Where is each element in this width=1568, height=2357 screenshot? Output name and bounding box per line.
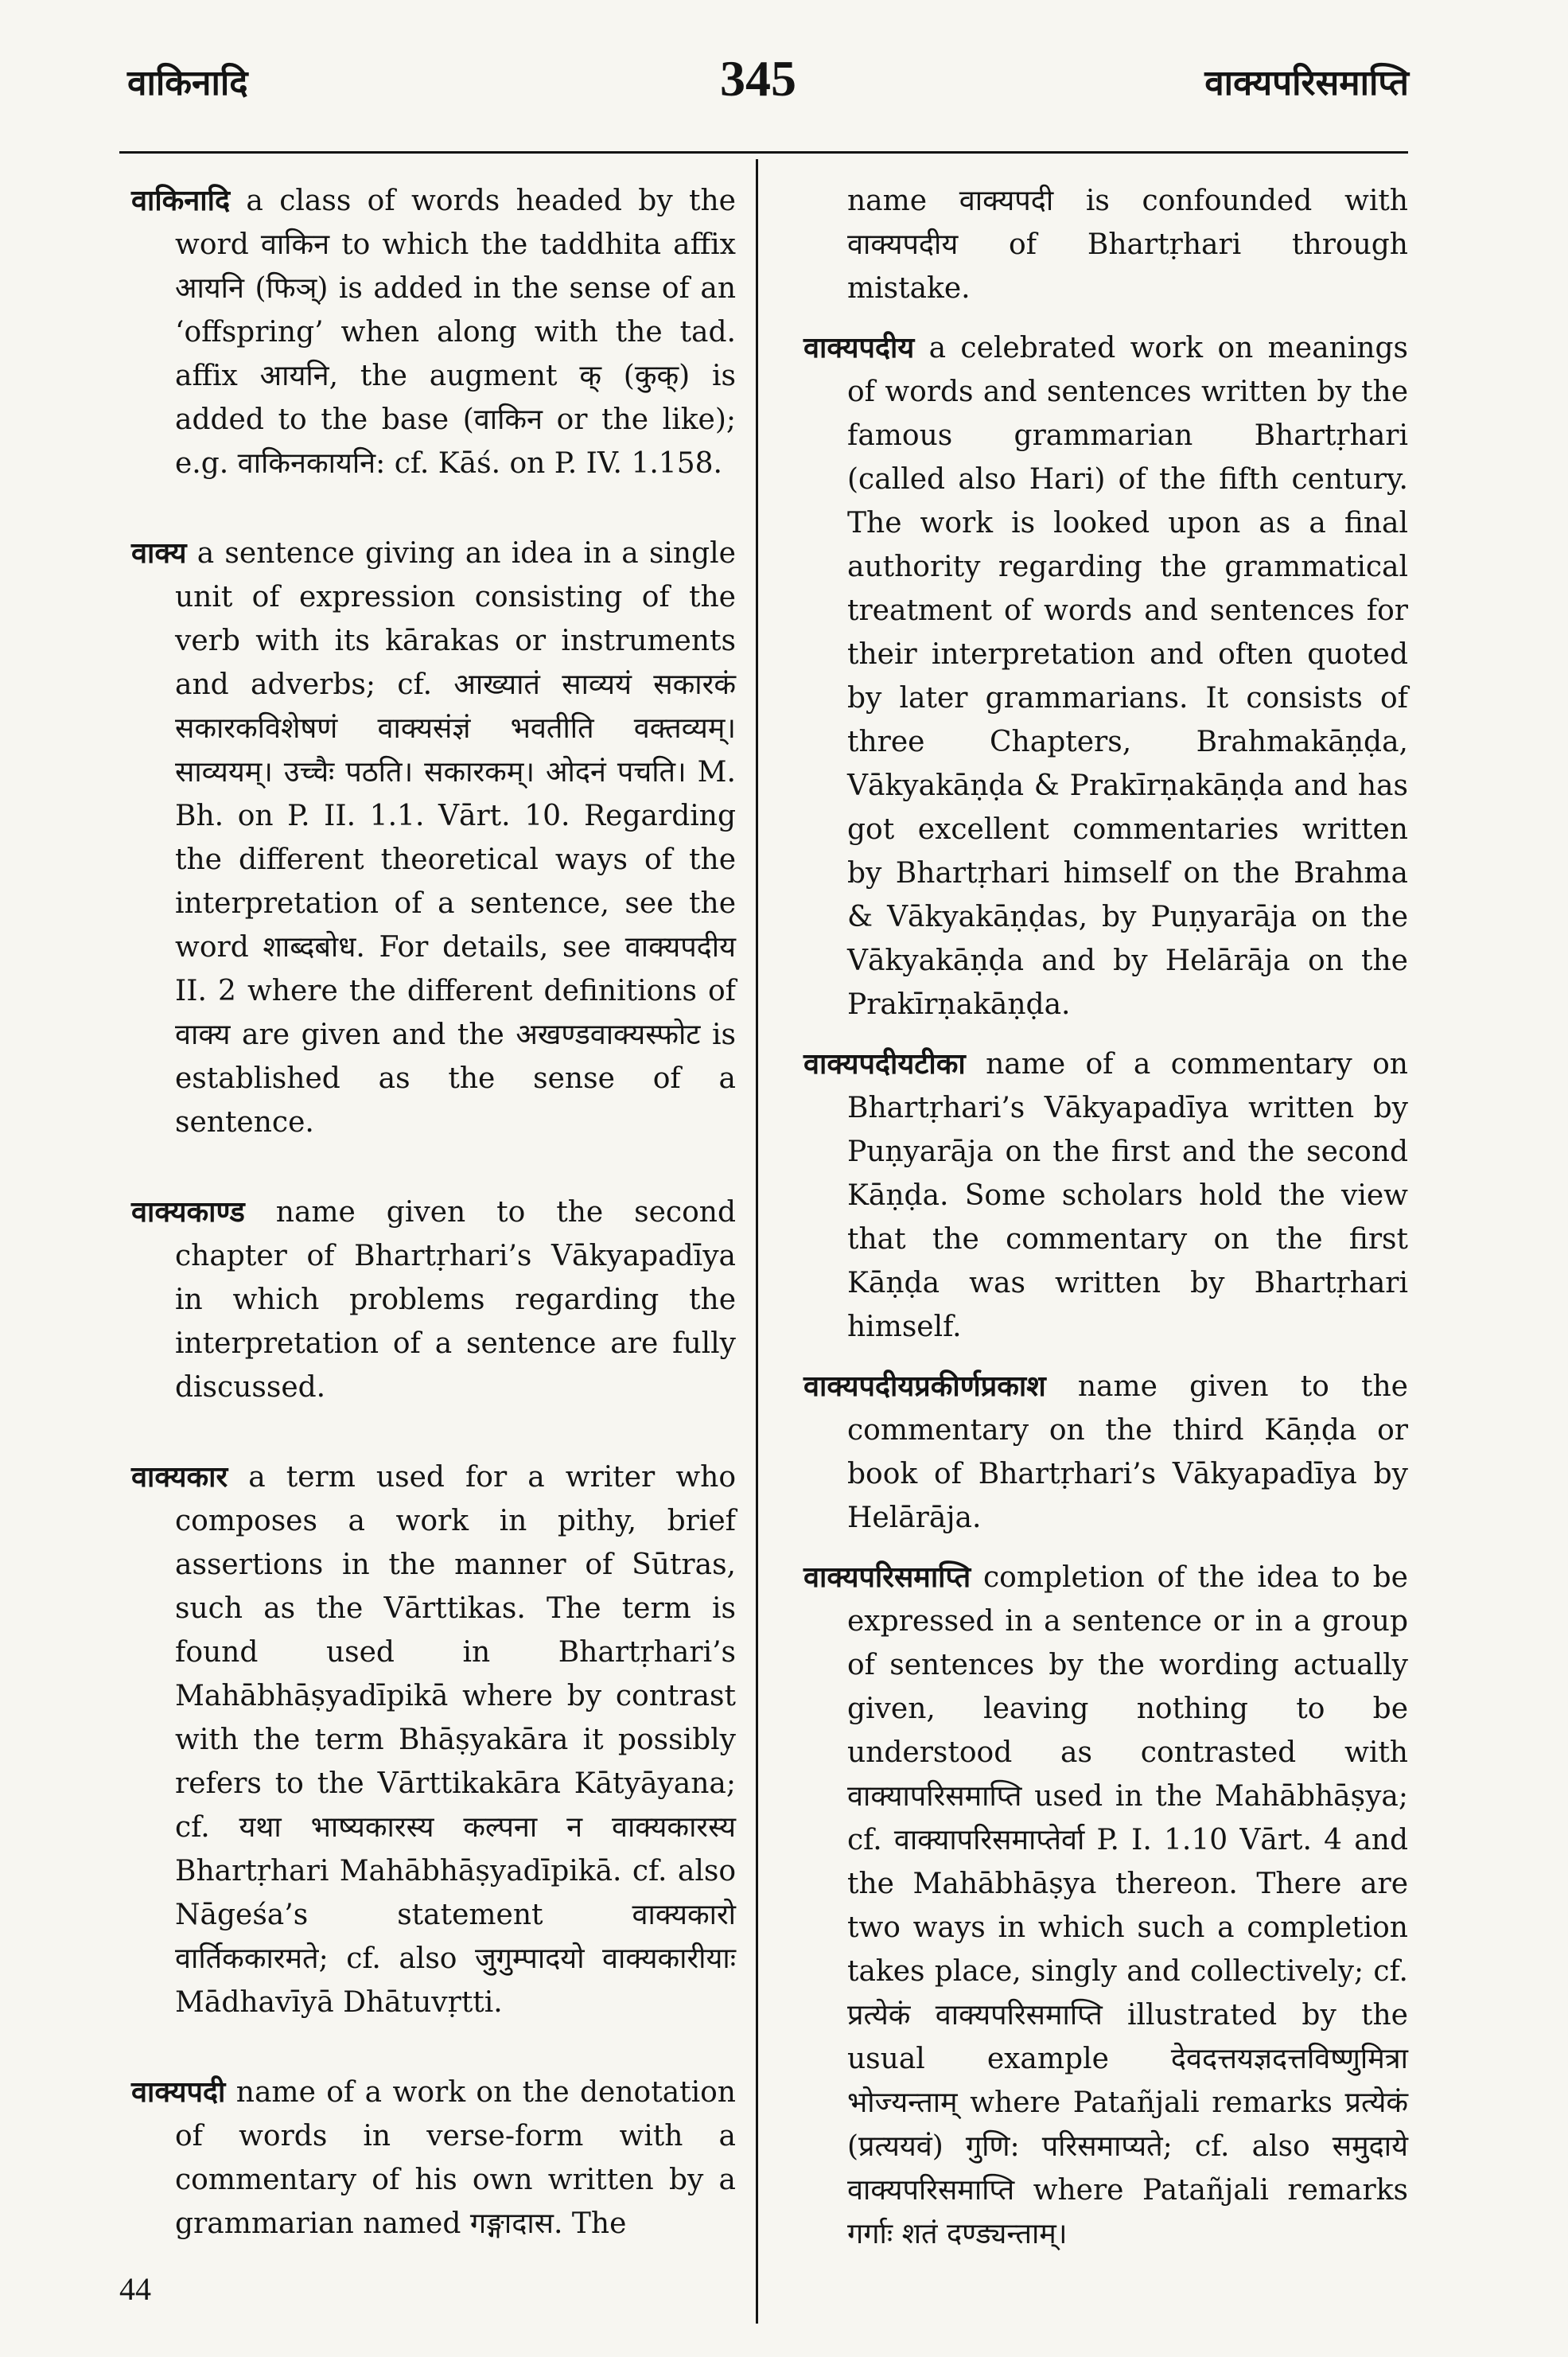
dictionary-entry (803, 1556, 1408, 2256)
right-column (803, 179, 1408, 2256)
entry-continuation: name वाक्यपदी is confounded with वाक्यपदीय of Bhartṛhari through mistake. (847, 185, 1408, 305)
entry-headword: वाक्यपदीय (803, 331, 915, 364)
dictionary-entry (803, 1042, 1408, 1349)
entry-text: a term used for a writer who composes a work in pithy, brief assertions in the manner of Sūtras, such as the Vārttikas. The term is found used in Bhartṛhari’s Mahābhāṣyadīpikā where by contrast with the term Bhāṣyakāra it possibly refers to the Vārttikakāra Kātyāyana; cf. यथा भाष्यकारस्य कल्पना न वाक्यकारस्य Bhartṛhari Mahābhāṣyadīpikā. cf. also Nāgeśa’s statement वाक्यकारो वार्तिककारमते; cf. also जुगुम्पादयो वाक्यकारीयाः Mādhavīyā Dhātuvṛtti. (175, 1461, 736, 2019)
dictionary-entry (131, 1190, 736, 1409)
entry-text: a class of words headed by the word वाकिन to which the taddhita affix आयनि (फिञ्) is added in the sense of an ‘offspring’ when along with the tad. affix आयनि, the augment क् (कुक्) is added to the base (वाकिन or the like); e.g. वाकिनकायनि: cf. Kāś. on P. IV. 1.158. (175, 185, 736, 480)
dictionary-entry (803, 1365, 1408, 1540)
dictionary-entry (131, 2071, 736, 2246)
entry-text: name given to the commentary on the third Kāṇḍa or book of Bhartṛhari’s Vākyapadīya by Helārāja. (847, 1370, 1408, 1534)
entry-headword: वाक्य (131, 536, 187, 570)
entry-text: a sentence giving an idea in a single unit of expression consisting of the verb with its kārakas or instruments and adverbs; cf. आख्यातं साव्ययं सकारकं सकारकविशेषणं वाक्यसंज्ञं भवतीति वक्तव्यम्। साव्ययम्। उच्चैः पठति। सकारकम्। ओदनं पचति। M. Bh. on P. II. 1.1. Vārt. 10. Regarding the different theoretical ways of the interpretation of a sentence, see the word शाब्दबोध. For details, see वाक्यपदीय II. 2 where the different definitions of वाक्य are given and the अखण्डवाक्यस्फोट is established as the sense of a sentence. (175, 537, 736, 1139)
dictionary-entry (131, 532, 736, 1144)
running-head-right: वाक्यपरिसमाप्ति (1204, 63, 1409, 103)
entry-text: completion of the idea to be expressed in a sentence or in a group of sentences by the wording actually given, leaving nothing to be understood as contrasted with वाक्यापरिसमाप्ति used in the Mahābhāṣya; cf. वाक्यापरिसमाप्तेर्वा P. I. 1.10 Vārt. 4 and the Mahābhāṣya thereon. There are two ways in which such a completion takes place, singly and collectively; cf. प्रत्येकं वाक्यपरिसमाप्ति illustrated by the usual example देवदत्तयज्ञदत्तविष्णुमित्रा भोज्यन्ताम् where Patañjali remarks प्रत्येकं (प्रत्ययवं) गुणि: परिसमाप्यते; cf. also समुदाये वाक्यपरिसमाप्ति where Patañjali remarks गर्गाः शतं दण्ड्यन्ताम्। (847, 1561, 1408, 2250)
dictionary-entry (131, 179, 736, 485)
folio-signature: 44 (119, 2271, 151, 2307)
header-rule (119, 151, 1408, 154)
left-column (131, 179, 736, 2292)
running-head-left: वाकिनादि (127, 63, 248, 103)
dictionary-entry (131, 1455, 736, 2024)
entry-text: name given to the second chapter of Bhartṛhari’s Vākyapadīya in which problems regarding the interpretation of a sentence are fully discussed. (175, 1196, 736, 1404)
entry-headword: वाक्यपदीयटीका (803, 1047, 966, 1081)
entry-headword: वाकिनादि (131, 184, 231, 217)
entry-headword: वाक्यकार (131, 1460, 228, 1494)
entry-text: name of a commentary on Bhartṛhari’s Vākyapadīya written by Puṇyarāja on the first and the second Kāṇḍa. Some scholars hold the view that the commentary on the first Kāṇḍa was written by Bhartṛhari himself. (847, 1048, 1408, 1343)
entry-headword: वाक्यपरिसमाप्ति (803, 1560, 971, 1594)
entry-text: a celebrated work on meanings of words and sentences written by the famous grammarian Bhartṛhari (called also Hari) of the fifth century. The work is looked upon as a final authority regarding the grammatical treatment of words and sentences for their interpretation and often quoted by later grammarians. It consists of three Chapters, Brahmakāṇḍa, Vākyakāṇḍa & Prakīrṇakāṇḍa and has got excellent commentaries written by Bhartṛhari himself on the Brahma & Vākyakāṇḍas, by Puṇyarāja on the Vākyakāṇḍa and by Helārāja on the Prakīrṇakāṇḍa. (847, 332, 1408, 1021)
column-divider (756, 159, 758, 2324)
dictionary-entry (803, 326, 1408, 1027)
entry-headword: वाक्यपदी (131, 2075, 226, 2109)
page-number: 345 (720, 50, 796, 107)
entry-text: name of a work on the denotation of words in verse-form with a commentary of his own written by a grammarian named गङ्गादास. The (175, 2076, 736, 2240)
entry-headword: वाक्यकाण्ड (131, 1195, 245, 1229)
entry-headword: वाक्यपदीयप्रकीर्णप्रकाश (803, 1369, 1046, 1403)
